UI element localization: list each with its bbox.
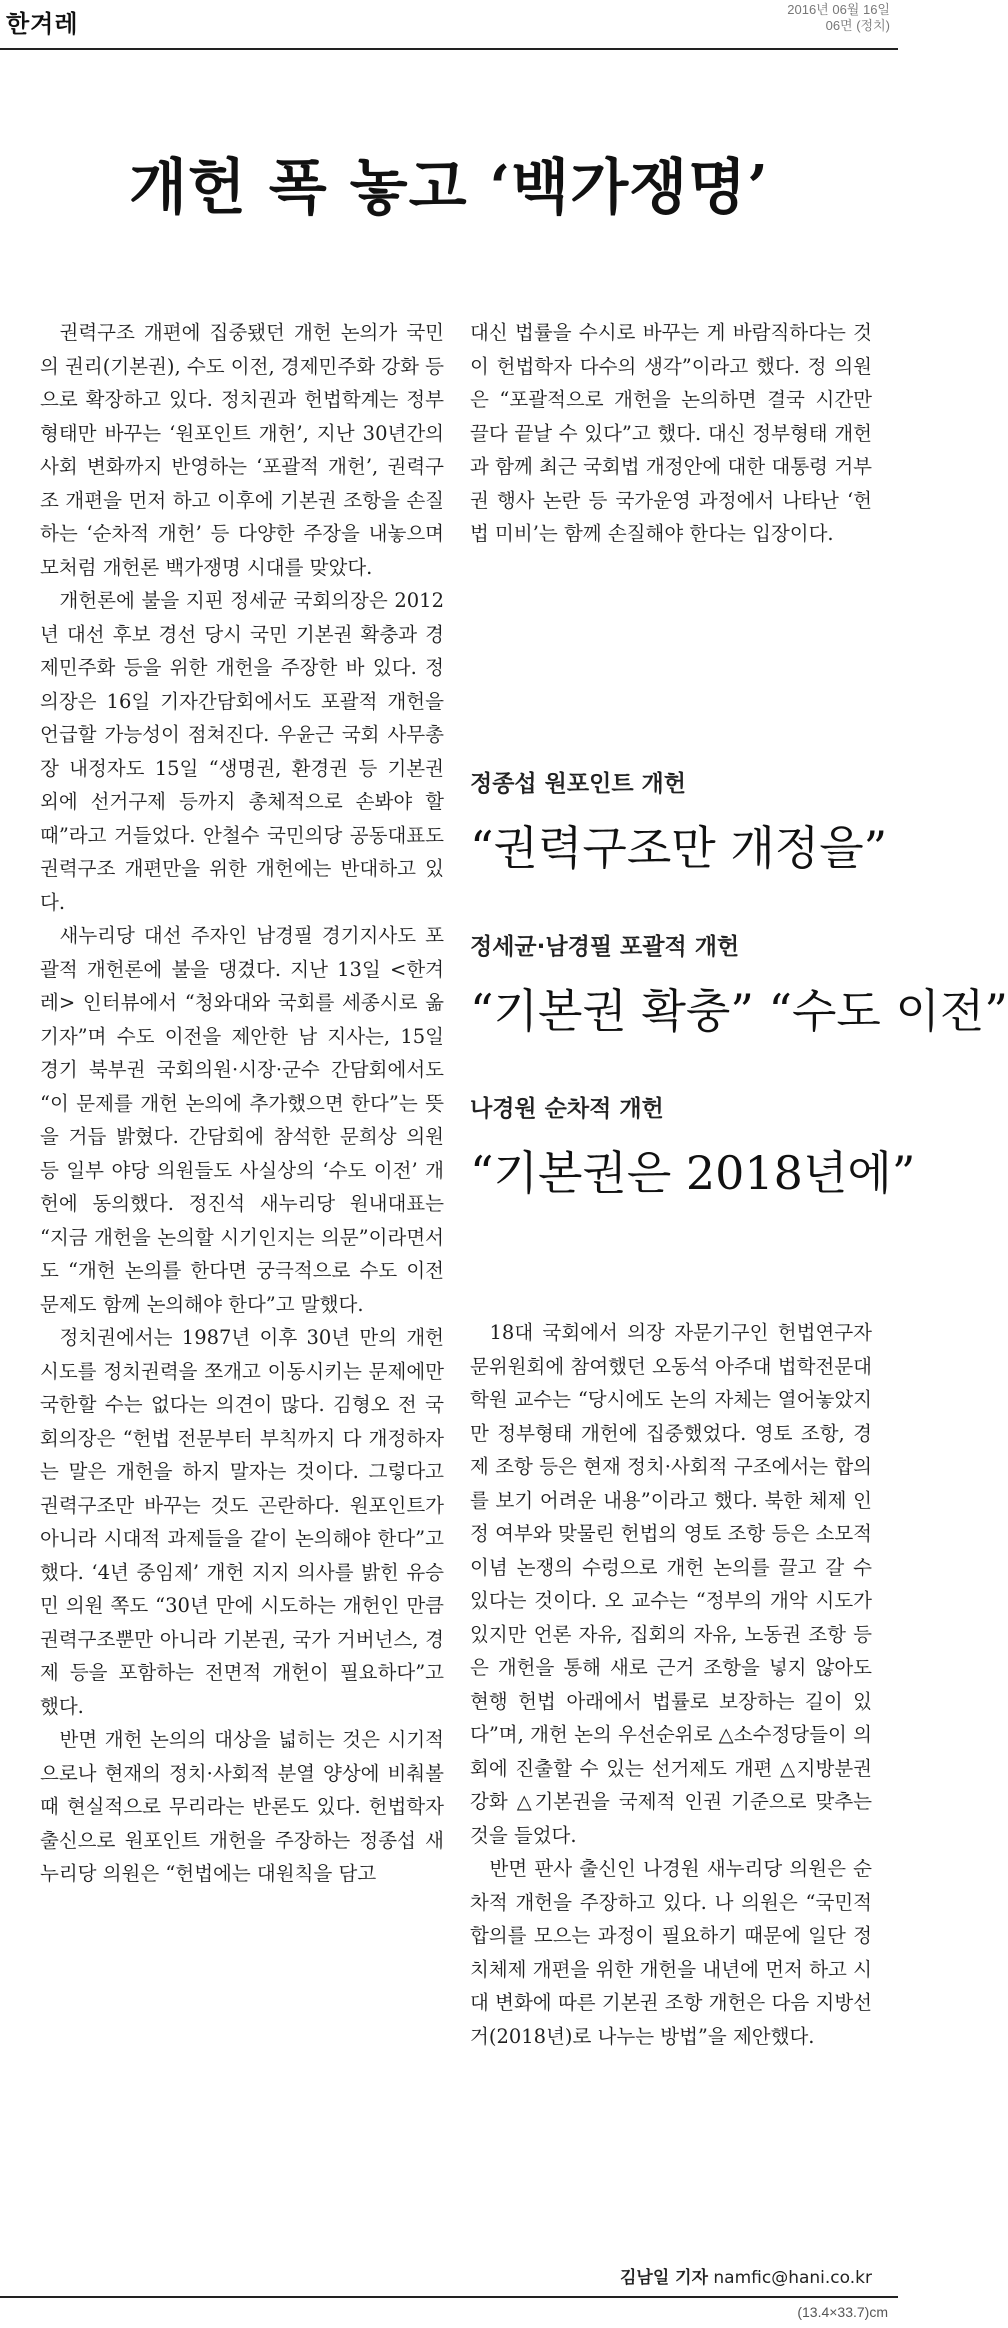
subheading-block (470, 765, 890, 878)
paragraph: 정치권에서는 1987년 이후 30년 만의 개헌 시도를 정치권력을 쪼개고 이동시키는 문제에만 국한할 수는 없다는 의견이 많다. 김형오 전 국회의장은 “헌법 전문부터 부칙까지 다 개정하자는 말은 개헌을 하지 말자는 것이다. 그렇다고 권력구조만 바꾸는 것도 곤란하다. 원포인트가 아니라 시대적 과제들을 같이 논의해야 한다”고 했다. ‘4년 중임제’ 개헌 지지 의사를 밝힌 유승민 의원 쪽도 “30년 만에 시도하는 개헌인 만큼 권력구조뿐만 아니라 기본권, 국가 거버넌스, 경제 등을 포함하는 전면적 개헌이 필요하다”고 했다. (40, 1326, 444, 1718)
paragraph: 반면 개헌 논의의 대상을 넓히는 것은 시기적으로나 현재의 정치·사회적 분열 양상에 비춰볼 때 현실적으로 무리라는 반론도 있다. 헌법학자 출신으로 원포인트 개헌을 주장하는 정종섭 새누리당 의원은 “헌법에는 대원칙을 담고 (40, 1728, 444, 1885)
paragraph: 18대 국회에서 의장 자문기구인 헌법연구자문위원회에 참여했던 오동석 아주대 법학전문대학원 교수는 “당시에도 논의 자체는 열어놓았지만 정부형태 개헌에 집중했었다. 영토 조항, 경제 조항 등은 현재 정치·사회적 구조에서는 합의를 보기 어려운 내용”이라고 했다. 북한 체제 인정 여부와 맞물린 헌법의 영토 조항 등은 소모적 이념 논쟁의 수렁으로 개헌 논의를 끌고 갈 수 있다는 것이다. 오 교수는 “정부의 개악 시도가 있지만 언론 자유, 집회의 자유, 노동권 조항 등은 개헌을 통해 새로 근거 조항을 넣지 않아도 현행 헌법 아래에서 법률로 보장하는 길이 있다”며, 개헌 논의 우선순위로 △소수정당들이 의회에 진출할 수 있는 선거제도 개편 △지방분권 강화 △기본권을 국제적 인권 기준으로 맞추는 것을 들었다. (470, 1321, 872, 1847)
subheading-label: 정종섭 원포인트 개헌 (470, 771, 686, 797)
byline (620, 2263, 872, 2288)
article-body-left (40, 316, 444, 1891)
issue-info (787, 2, 890, 34)
masthead (0, 0, 898, 60)
article-body-right-bottom (470, 1316, 872, 2053)
subheading-label: 나경원 순차적 개헌 (470, 1096, 664, 1122)
subheading-quote: “기본권은 2018년에” (470, 1146, 916, 1200)
paragraph: 반면 판사 출신인 나경원 새누리당 의원은 순차적 개헌을 주장하고 있다. 나 의원은 “국민적 합의를 모으는 과정이 필요하기 때문에 일단 정치체제 개편을 위한 개헌을 내년에 먼저 하고 시대 변화에 따른 기본권 조항 개헌은 다음 지방선거(2018년)로 나누는 방법”을 제안했다. (470, 1857, 872, 2048)
newspaper-logo: 한겨레 (6, 10, 79, 38)
article-headline: 개헌 폭 놓고 ‘백가쟁명’ (128, 153, 770, 223)
subheading-quote: “기본권 확충” “수도 이전” (470, 984, 1008, 1038)
paragraph: 대신 법률을 수시로 바꾸는 게 바람직하다는 것이 헌법학자 다수의 생각”이라고 했다. 정 의원은 “포괄적으로 개헌을 논의하면 결국 시간만 끌다 끝날 수 있다”고 했다. 대신 정부형태 개헌과 함께 최근 국회법 개정안에 대한 대통령 거부권 행사 논란 등 국가운영 과정에서 나타난 ‘헌법 미비’는 함께 손질해야 한다는 입장이다. (470, 321, 872, 545)
page-section: 06면 (정치) (825, 18, 890, 33)
subheading-block (470, 928, 1008, 1041)
clip-size: (13.4×33.7)cm (797, 2304, 888, 2320)
paragraph: 개헌론에 불을 지핀 정세균 국회의장은 2012년 대선 후보 경선 당시 국민 기본권 확충과 경제민주화 등을 위한 개헌을 주장한 바 있다. 정 의장은 16일 기자간담회에서도 포괄적 개헌을 언급할 가능성이 점쳐진다. 우윤근 국회 사무총장 내정자도 15일 “생명권, 환경권 등 기본권 외에 선거구제 등까지 총체적으로 손봐야 할 때”라고 거들었다. 안철수 국민의당 공동대표도 권력구조 개편만을 위한 개헌에는 반대하고 있다. (40, 589, 444, 914)
byline-email: namfic@hani.co.kr (713, 2268, 872, 2288)
bottom-rule (0, 2296, 898, 2298)
paragraph: 새누리당 대선 주자인 남경필 경기지사도 포괄적 개헌론에 불을 댕겼다. 지난 13일 <한겨레> 인터뷰에서 “청와대와 국회를 세종시로 옮기자”며 수도 이전을 제안한 남 지사는, 15일 경기 북부권 국회의원·시장·군수 간담회에서도 “이 문제를 개헌 논의에 추가했으면 한다”는 뜻을 거듭 밝혔다. 간담회에 참석한 문희상 의원 등 일부 야당 의원들도 사실상의 ‘수도 이전’ 개헌에 동의했다. 정진석 새누리당 원내대표는 “지금 개헌을 논의할 시기인지는 의문”이라면서도 “개헌 논의를 한다면 궁극적으로 수도 이전 문제도 함께 논의해야 한다”고 말했다. (40, 924, 444, 1316)
article-body-right-top (470, 316, 872, 551)
subheading-label: 정세균·남경필 포괄적 개헌 (470, 934, 740, 960)
byline-name: 김남일 기자 (619, 2268, 708, 2288)
top-rule (0, 48, 898, 50)
subheading-block (470, 1090, 916, 1203)
issue-date: 2016년 06월 16일 (787, 2, 890, 17)
paragraph: 권력구조 개편에 집중됐던 개헌 논의가 국민의 권리(기본권), 수도 이전, 경제민주화 강화 등으로 확장하고 있다. 정치권과 헌법학계는 정부형태만 바꾸는 ‘원포인트 개헌’, 지난 30년간의 사회 변화까지 반영하는 ‘포괄적 개헌’, 권력구조 개편을 먼저 하고 이후에 기본권 조항을 손질하는 ‘순차적 개헌’ 등 다양한 주장을 내놓으며 모처럼 개헌론 백가쟁명 시대를 맞았다. (40, 321, 444, 579)
subheading-quote: “권력구조만 개정을” (470, 821, 888, 875)
